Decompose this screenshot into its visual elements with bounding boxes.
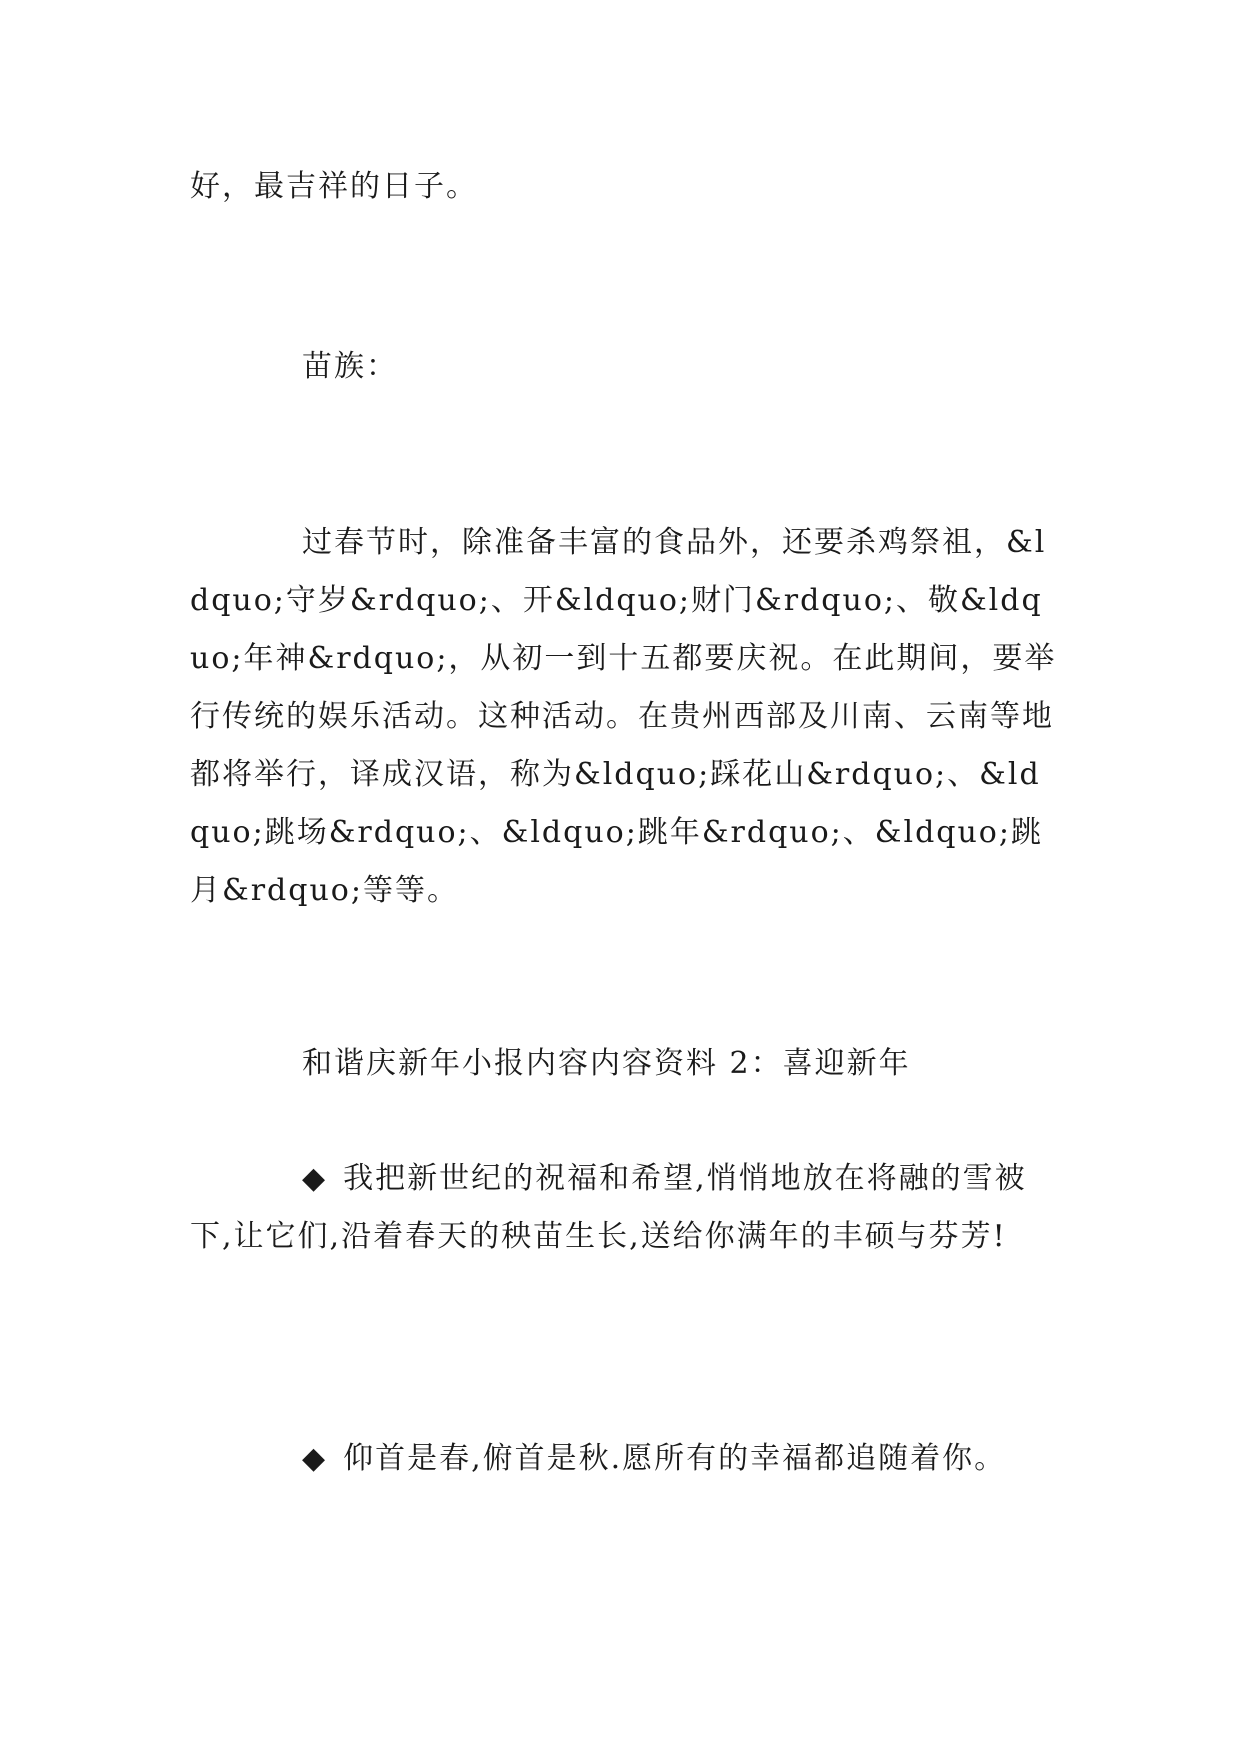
paragraph-miao-festival: 过春节时，除准备丰富的食品外，还要杀鸡祭祖，&ldquo;守岁&rdquo;、开&ldquo;财门&rdquo;、敬&ldquo;年神&rdquo;，从初一到十五都要庆祝。在此期间，要举行传统的娱乐活动。这种活动。在贵州西部及川南、云南等地都将举行，译成汉语，称为&ldquo;踩花山&rdquo;、&ldquo;跳场&rdquo;、&ldquo;跳年&rdquo;、&ldquo;跳月&rdquo;等等。: [190, 525, 1057, 908]
paragraph-continuation: 好，最吉祥的日子。: [190, 169, 478, 204]
diamond-bullet-icon: ◆: [302, 1161, 328, 1196]
section-heading-miao: 苗族：: [302, 349, 398, 384]
blessing-text-2: 仰首是春,俯首是秋.愿所有的幸福都追随着你。: [343, 1441, 1007, 1476]
section-heading-new-year: 和谐庆新年小报内容内容资料 2：喜迎新年: [302, 1046, 911, 1081]
blessing-paragraph-2: [190, 1430, 1060, 1488]
blessing-paragraph-1: [190, 1150, 1060, 1266]
blessing-text-1: 我把新世纪的祝福和希望,悄悄地放在将融的雪被下,让它们,沿着春天的秧苗生长,送给你满年的丰硕与芬芳!: [190, 1161, 1027, 1254]
diamond-bullet-icon: ◆: [302, 1441, 328, 1476]
